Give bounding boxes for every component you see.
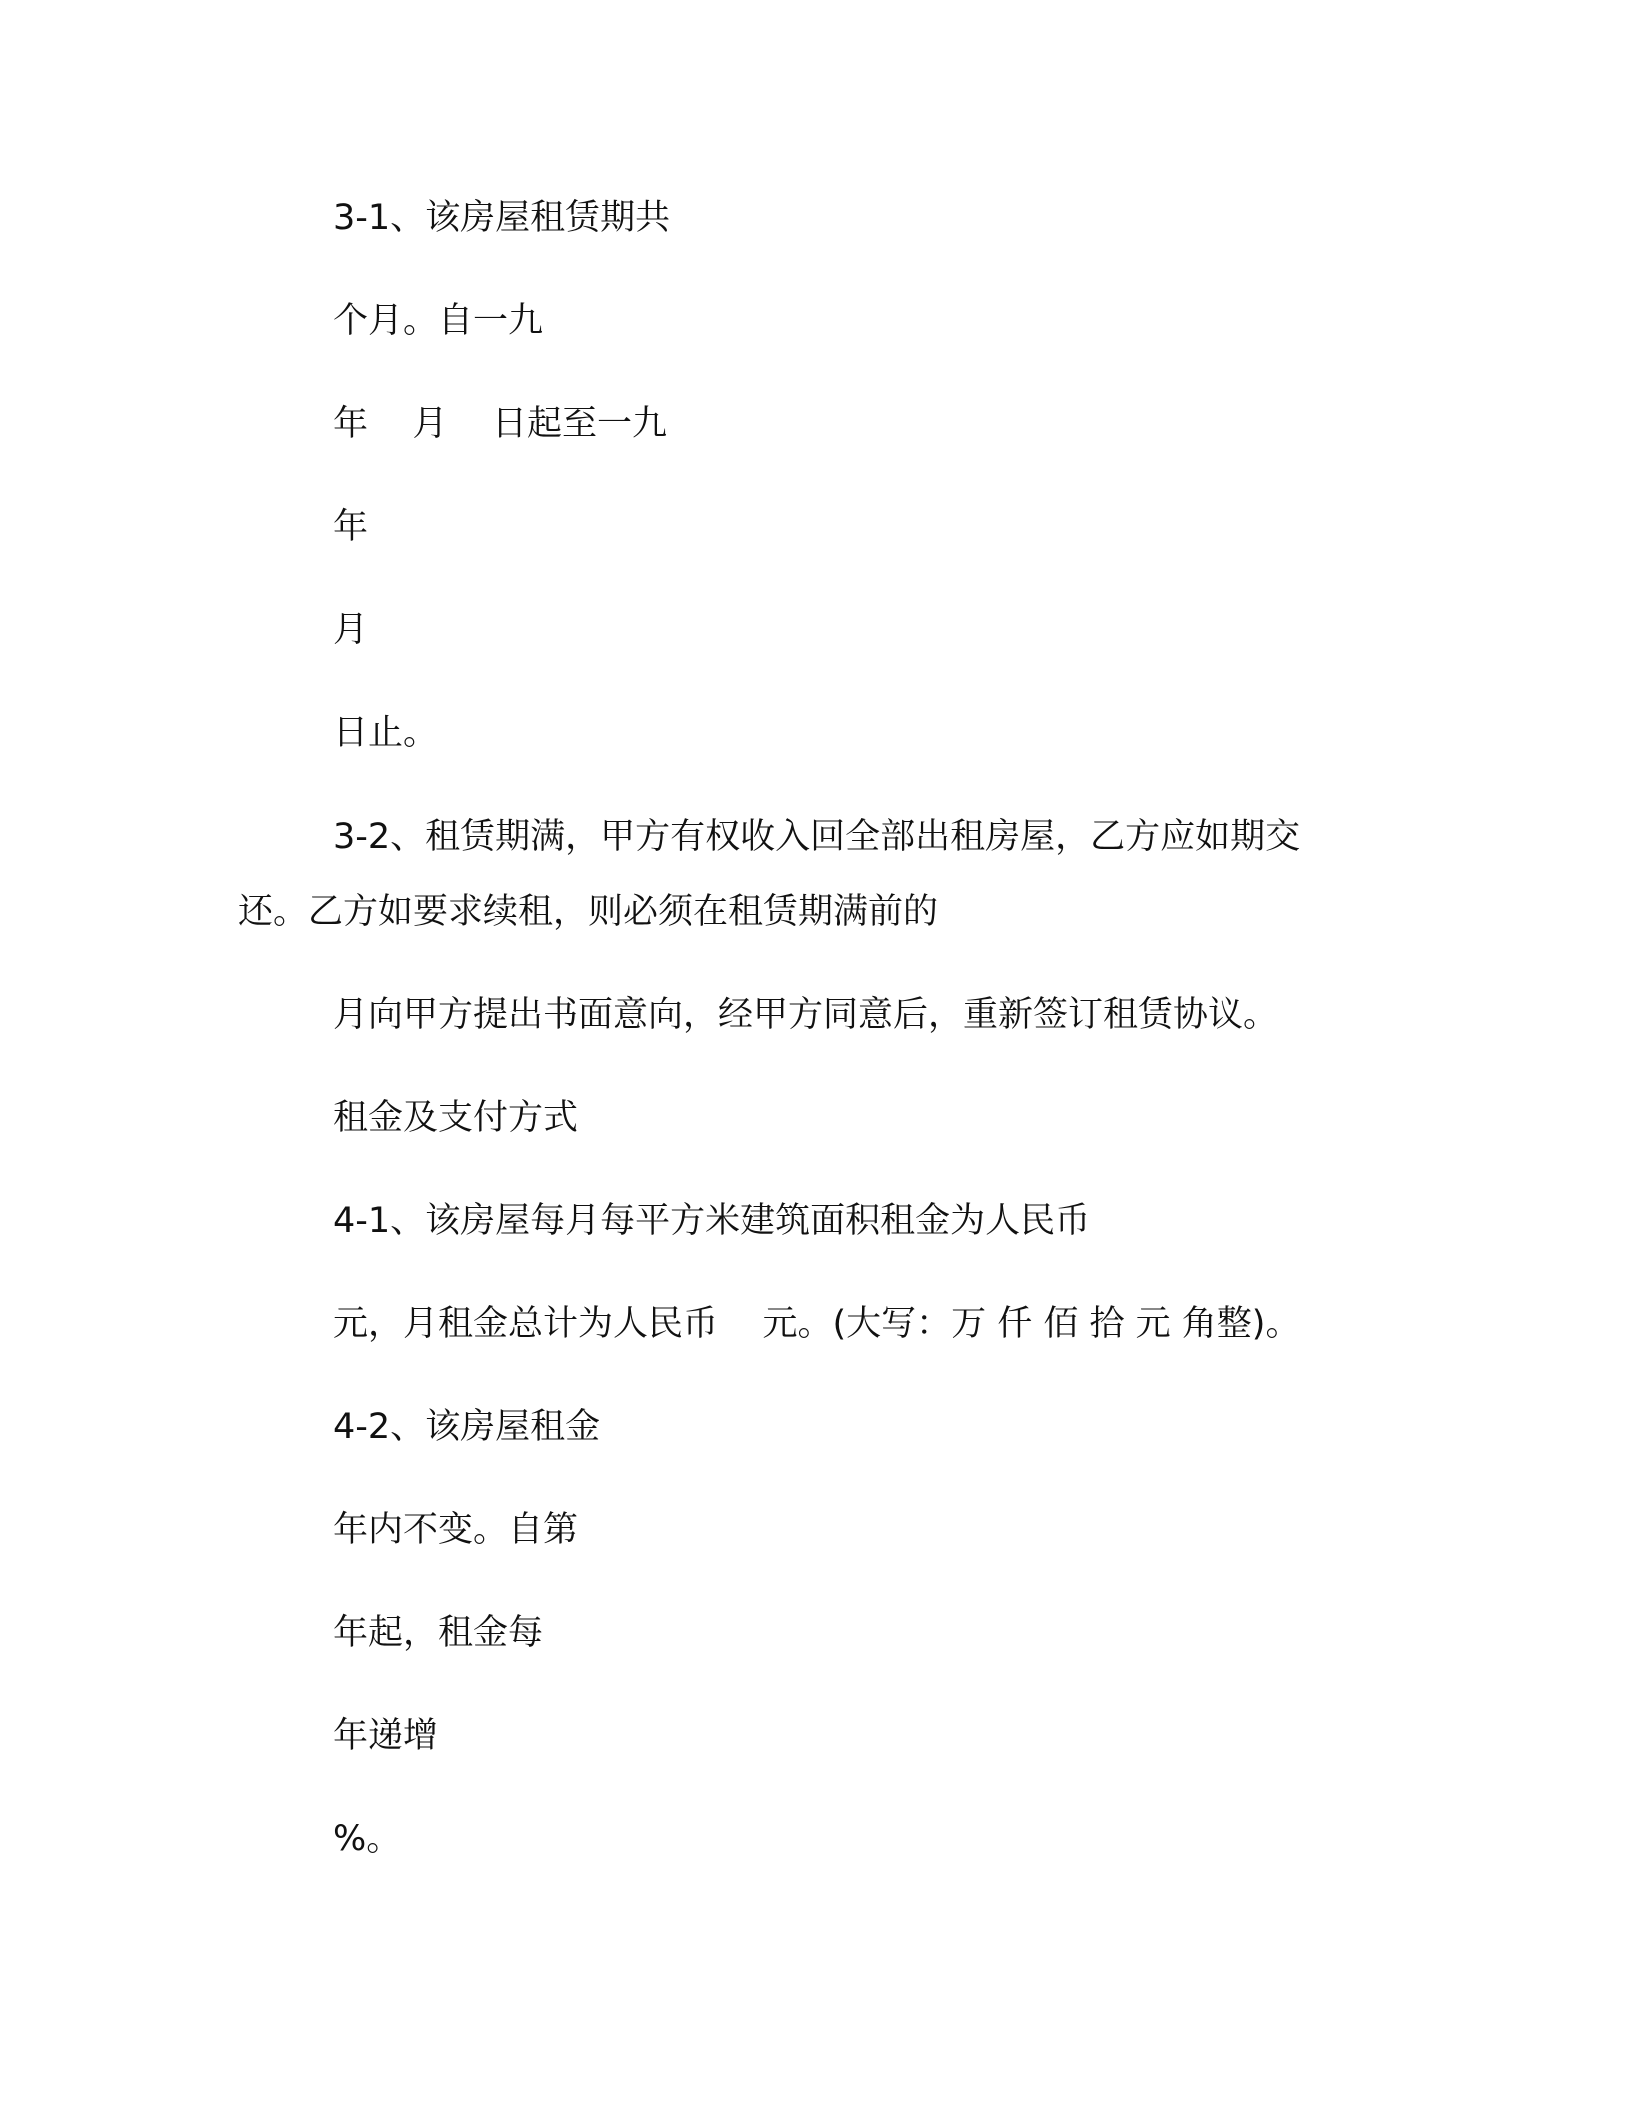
- section-heading-rent-payment: 租金及支付方式: [333, 1098, 579, 1138]
- clause-4-2-line: 4-2、该房屋租金: [333, 1407, 601, 1447]
- clause-4-2-increase-line: 年递增: [333, 1716, 439, 1756]
- clause-4-1-line: 4-1、该房屋每月每平方米建筑面积租金为人民币: [333, 1201, 1091, 1241]
- clause-4-2-percent-line: %。: [333, 1819, 402, 1859]
- clause-3-1-end-day-line: 日止。: [333, 713, 439, 753]
- clause-3-1-months-line: 个月。自一九: [333, 301, 544, 341]
- clause-3-2-continuation-line: 还。乙方如要求续租，则必须在租赁期满前的: [238, 892, 939, 932]
- clause-4-1-total-line: 元，月租金总计为人民币 元。(大写：万 仟 佰 拾 元 角整)。: [333, 1304, 1301, 1344]
- clause-3-1-start-date-line: 年 月 日起至一九: [333, 404, 668, 444]
- clause-3-1-line: 3-1、该房屋租赁期共: [333, 198, 671, 238]
- clause-3-2-line: 3-2、租赁期满，甲方有权收入回全部出租房屋，乙方应如期交: [333, 817, 1301, 857]
- clause-3-1-end-year-line: 年: [333, 507, 369, 547]
- clause-3-2-notice-line: 月向甲方提出书面意向，经甲方同意后，重新签订租赁协议。: [333, 995, 1279, 1035]
- clause-4-2-from-year-line: 年起，租金每: [333, 1613, 544, 1653]
- clause-3-1-end-month-line: 月: [333, 610, 369, 650]
- clause-4-2-unchanged-line: 年内不变。自第: [333, 1510, 579, 1550]
